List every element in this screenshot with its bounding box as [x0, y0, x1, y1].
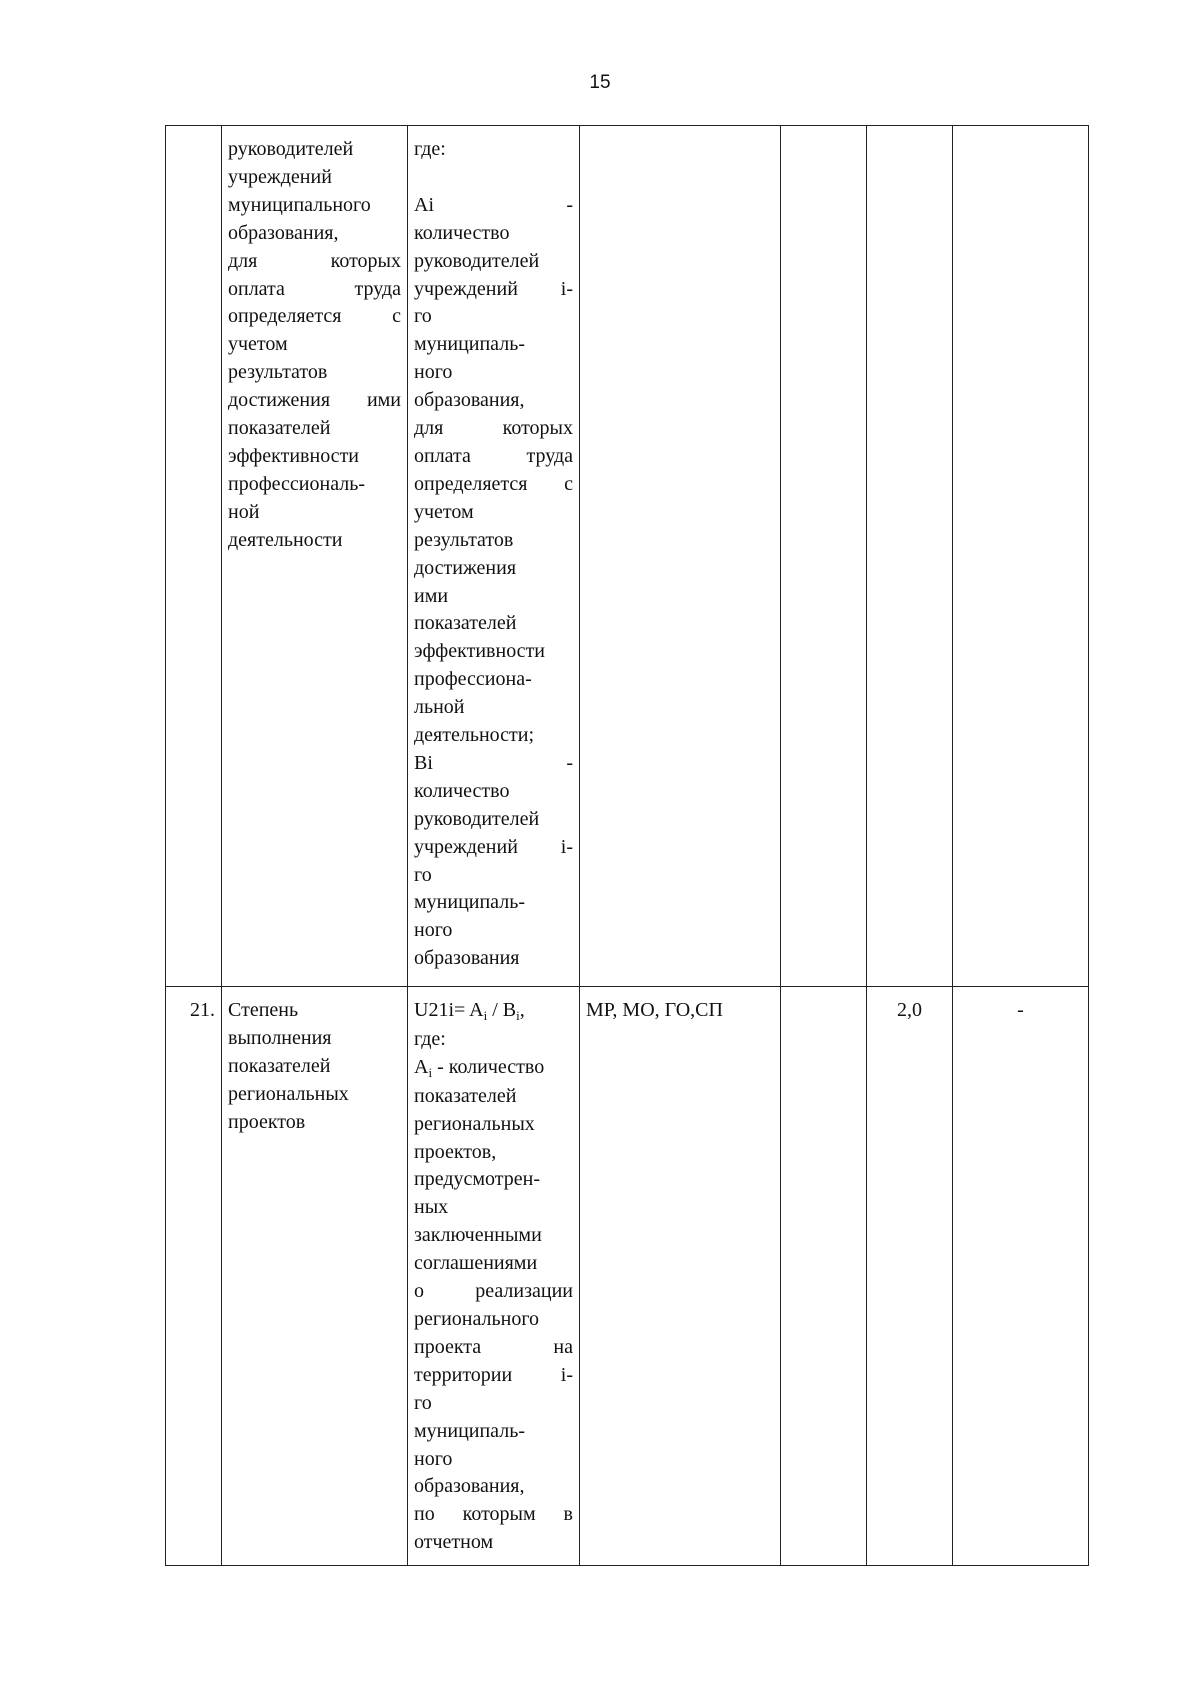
- text-line: го: [414, 1391, 432, 1414]
- text-line: руководителей: [414, 249, 540, 272]
- text-line: муниципаль-: [414, 333, 525, 356]
- text-line: образования,: [414, 1475, 525, 1498]
- text-line: выполнения: [228, 1026, 332, 1049]
- text-line: заключенными: [414, 1224, 542, 1247]
- text-line: количество: [414, 221, 510, 244]
- text-line: руководителей: [414, 807, 540, 830]
- municipality-type-cell: [580, 126, 781, 987]
- text-line: показателей: [228, 417, 331, 440]
- text-line: о реализации: [414, 1280, 573, 1303]
- row-number-cell: [166, 126, 222, 987]
- text-line: по которым в: [414, 1503, 573, 1526]
- text-line: муниципального: [228, 193, 371, 216]
- weight-cell: [867, 126, 953, 987]
- text-line: оплата труда: [228, 277, 401, 300]
- text-line: учреждений: [228, 165, 332, 188]
- text-line: регионального: [414, 1307, 540, 1330]
- text-line: учреждений i-: [414, 277, 573, 300]
- text-line: показателей: [228, 1054, 331, 1077]
- text-line: достижения ими: [228, 389, 401, 412]
- empty-cell: [781, 987, 867, 1566]
- text-line: региональных: [228, 1082, 349, 1105]
- text-line: ного: [414, 1447, 453, 1470]
- empty-cell: [781, 126, 867, 987]
- text-line: образования,: [228, 221, 339, 244]
- indicator-name-cell: [222, 987, 408, 1566]
- weight-cell: 2,0: [867, 987, 953, 1566]
- text-line: количество: [414, 779, 510, 802]
- text-line: проекта на: [414, 1335, 573, 1358]
- page-number: 15: [589, 72, 611, 93]
- text-line: эффективности: [414, 640, 546, 663]
- formula-variable-a: $A_i$ - количество: [414, 1055, 545, 1080]
- text-line: учетом: [414, 500, 474, 523]
- text-line: Степень: [228, 999, 299, 1021]
- text-line: определяется с: [228, 305, 401, 328]
- text-line: го: [414, 863, 432, 886]
- text-line: достижения: [414, 556, 517, 579]
- text-line: [414, 164, 573, 192]
- formula-expression: $U21i= A_i / B_i$,: [414, 999, 525, 1023]
- text-line: результатов: [414, 528, 514, 551]
- formula-cell: [408, 987, 580, 1566]
- text-line: соглашениями: [414, 1252, 538, 1275]
- text-line: Bi -: [414, 751, 573, 774]
- text-line: учреждений i-: [414, 835, 573, 858]
- text-line: руководителей: [228, 138, 354, 160]
- text-line: показателей: [414, 612, 517, 635]
- text-line: ими: [414, 584, 449, 607]
- text-line: образования,: [414, 389, 525, 412]
- text-line: Ai -: [414, 193, 573, 216]
- criteria-table: [165, 125, 1089, 1566]
- text-line: где:: [414, 138, 446, 160]
- extra-cell: -: [953, 987, 1089, 1566]
- text-line: деятельности: [228, 528, 343, 551]
- text-line: показателей: [414, 1084, 517, 1107]
- text-line: муниципаль-: [414, 891, 525, 914]
- text-line: ного: [414, 361, 453, 384]
- row-number-cell: 21.: [166, 987, 222, 1566]
- text-line: проектов: [228, 1110, 306, 1133]
- text-line: предусмотрен-: [414, 1168, 540, 1191]
- text-line: го: [414, 305, 432, 328]
- indicator-name-cell: [222, 126, 408, 987]
- text-line: результатов: [228, 361, 328, 384]
- text-line: для которых: [414, 417, 573, 440]
- text-line: отчетном: [414, 1531, 494, 1554]
- text-line: региональных: [414, 1112, 535, 1135]
- table-row: [166, 987, 1089, 1566]
- text-line: оплата труда: [414, 444, 573, 467]
- text-line: ных: [414, 1196, 449, 1219]
- text-line: территории i-: [414, 1363, 573, 1386]
- text-line: где:: [414, 1027, 446, 1050]
- formula-cell: [408, 126, 580, 987]
- text-line: определяется с: [414, 472, 573, 495]
- text-line: муниципаль-: [414, 1419, 525, 1442]
- text-line: деятельности;: [414, 724, 535, 747]
- text-line: ной: [228, 500, 260, 523]
- municipality-type-cell: МР, МО, ГО,СП: [580, 987, 781, 1566]
- extra-cell: [953, 126, 1089, 987]
- text-line: профессиона-: [414, 668, 532, 691]
- text-line: ного: [414, 919, 453, 942]
- text-line: образования: [414, 947, 520, 970]
- text-line: учетом: [228, 333, 288, 356]
- text-line: эффективности: [228, 444, 360, 467]
- text-line: проектов,: [414, 1140, 497, 1163]
- text-line: для которых: [228, 249, 401, 272]
- text-line: льной: [414, 696, 465, 719]
- text-line: профессиональ-: [228, 472, 366, 495]
- table-row: [166, 126, 1089, 987]
